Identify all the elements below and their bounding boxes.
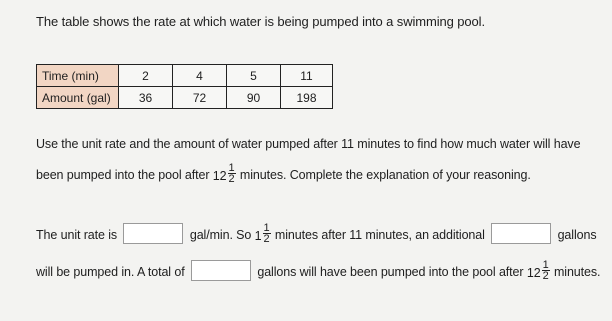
mixed-whole: 1: [254, 228, 262, 243]
explanation-text: gal/min. So: [189, 227, 252, 242]
explanation-text: gallons will have been pumped into the pool after: [257, 264, 524, 279]
table-cell: 2: [119, 65, 173, 87]
table-cell: 90: [227, 87, 281, 109]
fraction-denominator: 2: [228, 173, 235, 185]
fraction: [228, 163, 236, 184]
explanation-line-1: [36, 222, 597, 246]
fraction: [263, 223, 271, 244]
fraction-denominator: 2: [542, 270, 549, 282]
mixed-number: [526, 259, 551, 283]
fraction-numerator: 1: [263, 222, 270, 234]
explanation-line-2: [36, 259, 601, 283]
fraction-numerator: 1: [228, 162, 235, 174]
explanation-text: The unit rate is: [36, 227, 118, 242]
mixed-number: [212, 162, 237, 186]
table-cell: 5: [227, 65, 281, 87]
explanation-text: minutes.: [553, 264, 601, 279]
unit-rate-answer-box[interactable]: [123, 223, 183, 244]
mixed-number: [254, 222, 272, 246]
table-row-time: [37, 65, 333, 87]
table-cell: 4: [173, 65, 227, 87]
fraction: [542, 260, 550, 281]
time-header: Time (min): [37, 65, 119, 87]
explanation-text: minutes after 11 minutes, an additional: [274, 227, 485, 242]
additional-gallons-answer-box[interactable]: [491, 223, 551, 244]
explanation-text: will be pumped in. A total of: [36, 264, 185, 279]
prompt-line-2: [36, 162, 531, 186]
prompt-text: been pumped into the pool after: [36, 167, 210, 182]
table-cell: 198: [281, 87, 333, 109]
mixed-whole: 12: [212, 168, 227, 183]
mixed-whole: 12: [526, 265, 541, 280]
fraction-denominator: 2: [263, 233, 270, 245]
table-cell: 36: [119, 87, 173, 109]
rate-table: [36, 64, 333, 109]
total-gallons-answer-box[interactable]: [191, 260, 251, 281]
fraction-numerator: 1: [542, 259, 549, 271]
problem-intro: The table shows the rate at which water is being pumped into a swimming pool.: [36, 14, 485, 29]
amount-header: Amount (gal): [37, 87, 119, 109]
table-cell: 11: [281, 65, 333, 87]
table-cell: 72: [173, 87, 227, 109]
explanation-text: gallons: [557, 227, 597, 242]
prompt-line-1: Use the unit rate and the amount of water pumped after 11 minutes to find how much water will have: [36, 137, 581, 151]
prompt-text: minutes. Complete the explanation of your reasoning.: [239, 167, 531, 182]
table-row-amount: [37, 87, 333, 109]
